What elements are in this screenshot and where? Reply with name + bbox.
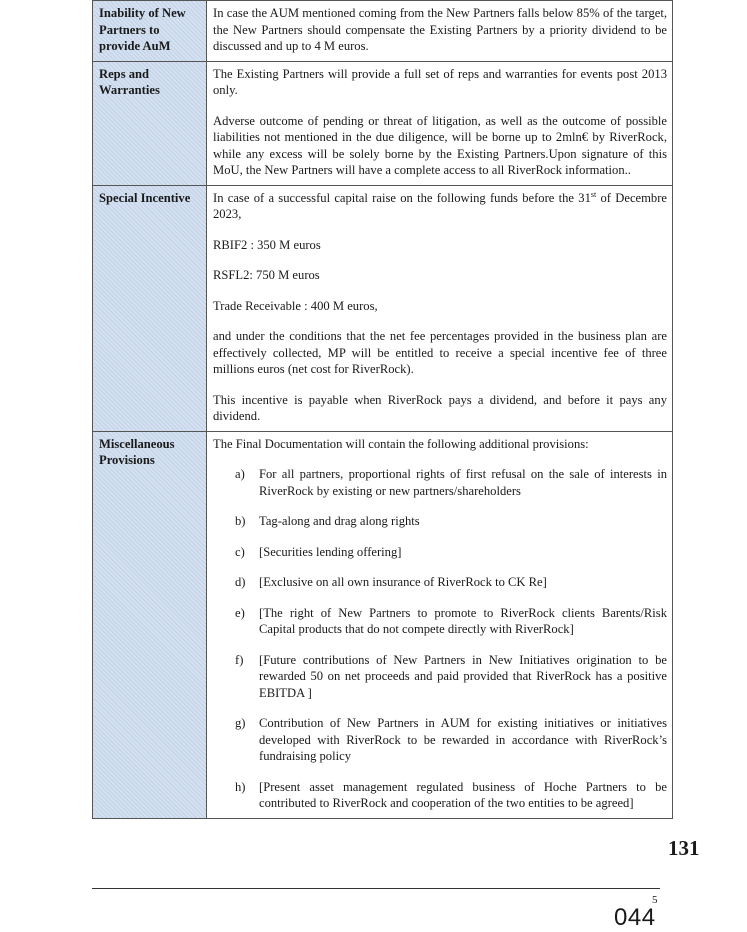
intro-text-end: of Decembre 2023, — [213, 190, 667, 221]
footer-divider — [92, 888, 660, 889]
list-item — [213, 605, 667, 638]
table-row — [93, 61, 673, 185]
list-marker: e) — [235, 605, 245, 620]
provisions-list — [213, 466, 667, 812]
row-label-reps: Reps and Warranties — [93, 61, 207, 185]
ordinal-suffix: st — [590, 189, 597, 199]
list-marker: g) — [235, 716, 246, 730]
paragraph: This incentive is payable when RiverRock pays a dividend, and before it pays any dividend. — [213, 392, 667, 423]
paragraph: The Existing Partners will provide a full set of reps and warranties for events post 2013 only. — [213, 66, 667, 97]
intro-text: In case of a successful capital raise on the following funds before the 31 — [213, 190, 591, 205]
row-label-misc: Miscellaneous Provisions — [93, 431, 207, 818]
list-item — [213, 715, 667, 765]
fund-line: Trade Receivable : 400 M euros, — [213, 298, 378, 313]
terms-table — [92, 0, 673, 819]
list-marker: b) — [235, 514, 246, 528]
fund-line: RBIF2 : 350 M euros — [213, 237, 321, 252]
row-label-incentive: Special Incentive — [93, 185, 207, 431]
list-marker: h) — [235, 779, 246, 794]
paragraph: and under the conditions that the net fee percentages provided in the business plan are effectively collected, MP will be entitled to receive a special incentive fee of three millions euros (net cost for RiverRock). — [213, 329, 667, 376]
row-label-aum: Inability of New Partners to provide AuM — [93, 1, 207, 62]
list-item — [213, 544, 667, 561]
list-marker: a) — [235, 467, 245, 481]
list-text: [Present asset management regulated business of Hoche Partners to be contributed to RiverRock and cooperation of the two entities to be agreed] — [259, 779, 667, 810]
fund-line: RSFL2: 750 M euros — [213, 268, 320, 282]
bates-stamp: 044 — [614, 904, 656, 931]
list-text: For all partners, proportional rights of first refusal on the sale of interests in RiverRock by existing or new partners/shareholders — [259, 467, 667, 498]
list-text: Contribution of New Partners in AUM for existing initiatives or initiatives developed with RiverRock to be rewarded in accordance with RiverRock’s fundraising policy — [259, 716, 667, 763]
list-marker: c) — [235, 544, 245, 559]
list-item — [213, 466, 667, 499]
table-row — [93, 185, 673, 431]
paragraph: Adverse outcome of pending or threat of litigation, as well as the outcome of possible liabilities not mentioned in the due diligence, will be borne up to 2mln€ by RiverRock, while any excess will be solely borne by the Existing Partners.Upon signature of this MoU, the New Partners will have a complete access to all RiverRock information.. — [213, 113, 667, 177]
table-row — [93, 431, 673, 818]
list-text: [The right of New Partners to promote to RiverRock clients Barents/Risk Capital products that do not compete directly with RiverRock] — [259, 605, 667, 636]
paragraph-intro — [213, 190, 667, 223]
list-text: Tag-along and drag along rights — [259, 514, 420, 528]
exhibit-number: 131 — [668, 836, 700, 860]
row-body-reps — [207, 61, 673, 185]
table-row — [93, 1, 673, 62]
list-item — [213, 779, 667, 812]
footer-page-number: 5 — [652, 894, 658, 906]
list-text: [Exclusive on all own insurance of RiverRock to CK Re] — [259, 575, 547, 589]
row-body-misc — [207, 431, 673, 818]
list-text: [Securities lending offering] — [259, 544, 402, 559]
list-text: [Future contributions of New Partners in New Initiatives origination to be rewarded 50 on net proceeds and paid provided that RiverRock has a positive EBITDA ] — [259, 652, 667, 700]
list-item — [213, 652, 667, 702]
row-body-incentive — [207, 185, 673, 431]
list-item — [213, 513, 667, 530]
list-marker: f) — [235, 652, 244, 667]
list-marker: d) — [235, 575, 246, 589]
paragraph-intro: The Final Documentation will contain the following additional provisions: — [213, 436, 589, 451]
paragraph: In case the AUM mentioned coming from the New Partners falls below 85% of the target, the New Partners should compensate the Existing Partners by a priority dividend to be discussed and up to 4 M euros. — [213, 6, 667, 53]
row-body-aum — [207, 1, 673, 62]
list-item — [213, 574, 667, 591]
